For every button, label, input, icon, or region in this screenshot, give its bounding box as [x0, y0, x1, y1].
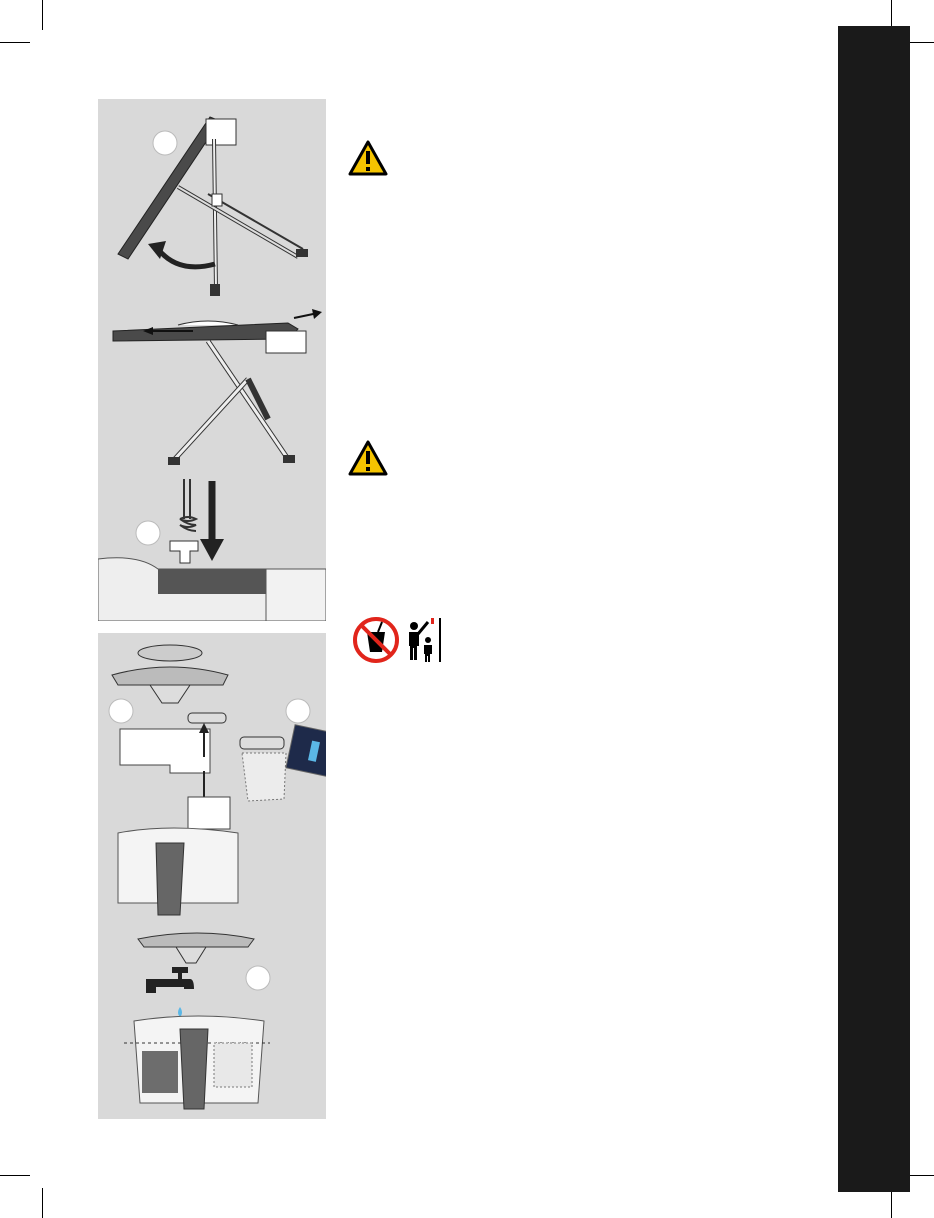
- tank-illustration: [118, 828, 238, 915]
- extend-board-illustration: [113, 309, 322, 465]
- replace-filter-cartridge-illustration: [240, 725, 326, 801]
- crop-mark: [42, 1188, 43, 1218]
- chapter-side-tab: [838, 26, 910, 1192]
- crop-mark: [0, 42, 30, 43]
- crop-mark: [891, 1188, 892, 1218]
- unfold-board-illustration: [118, 117, 308, 296]
- filter-illustration-panel: [98, 633, 326, 1119]
- crop-mark: [0, 1175, 30, 1176]
- keep-away-from-children-icon: [404, 616, 444, 664]
- setup-illustration-panel: [98, 99, 326, 621]
- filter-illustrations: [98, 633, 326, 1119]
- warning-triangle-icon: [348, 140, 388, 176]
- setup-illustrations: [98, 99, 326, 621]
- crop-mark: [42, 0, 43, 30]
- no-drinking-water-icon: [352, 616, 400, 664]
- safety-symbols: [352, 616, 444, 664]
- warning-triangle-icon: [348, 440, 388, 476]
- insert-hose-illustration: [98, 479, 326, 621]
- fill-tank-illustration: [124, 933, 270, 1109]
